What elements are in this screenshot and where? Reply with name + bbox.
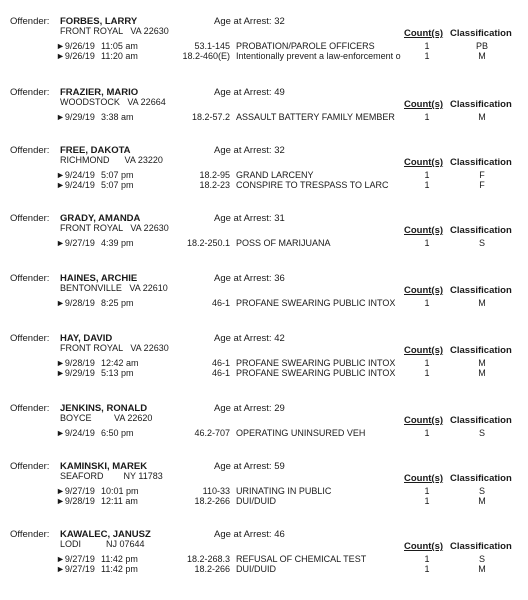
charge-classification: F [479, 180, 485, 190]
classification-header: Classification [450, 541, 512, 552]
age-at-arrest [214, 145, 285, 156]
charge-count: 1 [424, 51, 430, 61]
age-label: Age at Arrest: [214, 403, 272, 414]
age-value: 59 [274, 461, 285, 472]
charge-code: 46-1 [211, 368, 230, 378]
age-at-arrest [214, 333, 285, 344]
classification-header: Classification [450, 99, 512, 110]
charge-time: 5:13 pm [101, 368, 134, 378]
count-header: Count(s) [404, 541, 444, 552]
charge-date: ►9/27/19 [56, 486, 95, 496]
charge-count: 1 [424, 238, 430, 248]
classification-header: Classification [450, 285, 512, 296]
charge-row [0, 180, 528, 191]
charge-code: 46.2-707 [194, 428, 230, 438]
charge-classification: PB [475, 41, 488, 51]
age-value: 31 [274, 213, 285, 224]
charge-date: ►9/28/19 [56, 358, 95, 368]
offender-name: HAY, DAVID [60, 333, 113, 344]
count-header: Count(s) [404, 157, 444, 168]
charge-row [0, 51, 528, 62]
charge-description: Intentionally prevent a law-enforcement o [236, 51, 401, 61]
charge-description: DUI/DUID [236, 564, 276, 574]
charge-time: 11:42 pm [101, 554, 138, 564]
charge-classification: F [479, 170, 485, 180]
charge-description: PROFANE SWEARING PUBLIC INTOX [236, 368, 396, 378]
offender-record [0, 145, 528, 203]
charge-code: 18.2-250.1 [186, 238, 230, 248]
charge-code: 18.2-23 [199, 180, 230, 190]
count-header: Count(s) [404, 415, 444, 426]
count-header: Count(s) [404, 345, 444, 356]
age-value: 36 [274, 273, 285, 284]
age-label: Age at Arrest: [214, 87, 272, 98]
offender-address: SEAFORD NY 11783 [60, 471, 163, 481]
charge-description: CONSPIRE TO TRESPASS TO LARC [236, 180, 389, 190]
charge-time: 11:05 am [101, 41, 138, 51]
offender-label: Offender: [10, 333, 50, 344]
charge-description: GRAND LARCENY [236, 170, 314, 180]
offender-name: FREE, DAKOTA [60, 145, 131, 156]
charge-date: ►9/28/19 [56, 496, 95, 506]
offender-address: FRONT ROYAL VA 22630 [60, 343, 169, 353]
offender-record [0, 213, 528, 271]
age-at-arrest [214, 213, 285, 224]
offender-name: GRADY, AMANDA [60, 213, 141, 224]
charge-count: 1 [424, 358, 430, 368]
charge-code: 110-33 [202, 486, 230, 496]
charge-count: 1 [424, 41, 430, 51]
charge-classification: S [478, 238, 485, 248]
classification-header: Classification [450, 225, 512, 236]
charge-date: ►9/29/19 [56, 368, 95, 378]
classification-header: Classification [450, 345, 512, 356]
charge-code: 18.2-266 [194, 496, 230, 506]
charge-description: POSS OF MARIJUANA [236, 238, 331, 248]
offender-record [0, 273, 528, 331]
charge-count: 1 [424, 112, 430, 122]
age-value: 42 [274, 333, 285, 344]
offender-record [0, 461, 528, 519]
offender-label: Offender: [10, 461, 50, 472]
charge-date: ►9/27/19 [56, 554, 95, 564]
offender-label: Offender: [10, 16, 50, 27]
charge-count: 1 [424, 428, 430, 438]
offender-address: LODI NJ 07644 [60, 539, 145, 549]
age-label: Age at Arrest: [214, 16, 272, 27]
charge-date: ►9/29/19 [56, 112, 95, 122]
count-header: Count(s) [404, 285, 444, 296]
charge-date: ►9/26/19 [56, 51, 95, 61]
charge-description: PROBATION/PAROLE OFFICERS [236, 41, 375, 51]
age-at-arrest [214, 529, 285, 540]
age-label: Age at Arrest: [214, 145, 272, 156]
charge-time: 5:07 pm [101, 180, 134, 190]
offender-label: Offender: [10, 273, 50, 284]
charge-row [0, 298, 528, 309]
offender-record [0, 529, 528, 587]
charge-time: 12:42 am [101, 358, 139, 368]
offender-label: Offender: [10, 145, 50, 156]
charge-count: 1 [424, 564, 430, 574]
charge-time: 10:01 pm [101, 486, 139, 496]
charge-time: 6:50 pm [101, 428, 134, 438]
charge-description: DUI/DUID [236, 496, 276, 506]
charge-description: PROFANE SWEARING PUBLIC INTOX [236, 298, 396, 308]
offender-address: FRONT ROYAL VA 22630 [60, 223, 169, 233]
age-at-arrest [214, 87, 285, 98]
offender-label: Offender: [10, 87, 50, 98]
age-at-arrest [214, 273, 285, 284]
charge-classification: M [478, 564, 486, 574]
charge-classification: M [478, 298, 486, 308]
charge-code: 46-1 [211, 298, 230, 308]
charge-date: ►9/27/19 [56, 238, 95, 248]
charge-time: 12:11 am [101, 496, 138, 506]
charge-date: ►9/24/19 [56, 180, 95, 190]
charge-classification: S [478, 554, 485, 564]
age-value: 46 [274, 529, 285, 540]
charge-count: 1 [424, 170, 430, 180]
offender-name: JENKINS, RONALD [60, 403, 148, 414]
charge-count: 1 [424, 298, 430, 308]
age-at-arrest [214, 403, 285, 414]
offender-address: RICHMOND VA 23220 [60, 155, 163, 165]
offender-label: Offender: [10, 403, 50, 414]
charge-count: 1 [424, 368, 430, 378]
age-value: 32 [274, 145, 285, 156]
charge-code: 18.2-268.3 [186, 554, 230, 564]
charge-count: 1 [424, 496, 430, 506]
charge-date: ►9/24/19 [56, 428, 95, 438]
age-value: 29 [274, 403, 285, 414]
offender-address: WOODSTOCK VA 22664 [60, 97, 166, 107]
charge-description: PROFANE SWEARING PUBLIC INTOX [236, 358, 396, 368]
age-label: Age at Arrest: [214, 213, 272, 224]
charge-time: 11:42 pm [101, 564, 138, 574]
charge-count: 1 [424, 180, 430, 190]
charge-code: 18.2-95 [199, 170, 230, 180]
charge-description: REFUSAL OF CHEMICAL TEST [236, 554, 367, 564]
charge-row [0, 238, 528, 249]
charge-count: 1 [424, 554, 430, 564]
charge-code: 53.1-145 [194, 41, 230, 51]
charge-row [0, 564, 528, 575]
offender-record [0, 333, 528, 391]
age-value: 49 [274, 87, 285, 98]
offender-address: FRONT ROYAL VA 22630 [60, 26, 169, 36]
offender-record [0, 403, 528, 461]
charge-row [0, 368, 528, 379]
age-label: Age at Arrest: [214, 529, 272, 540]
classification-header: Classification [450, 157, 512, 168]
charge-date: ►9/28/19 [56, 298, 95, 308]
charge-description: ASSAULT BATTERY FAMILY MEMBER [236, 112, 395, 122]
charge-date: ►9/26/19 [56, 41, 95, 51]
charge-time: 5:07 pm [101, 170, 134, 180]
age-label: Age at Arrest: [214, 461, 272, 472]
charge-time: 3:38 am [101, 112, 134, 122]
age-value: 32 [274, 16, 285, 27]
charge-code: 18.2-460(E) [182, 51, 230, 61]
count-header: Count(s) [404, 225, 444, 236]
charge-count: 1 [424, 486, 430, 496]
age-at-arrest [214, 16, 285, 27]
charge-classification: M [478, 112, 486, 122]
count-header: Count(s) [404, 28, 444, 39]
age-at-arrest [214, 461, 285, 472]
offender-name: HAINES, ARCHIE [60, 273, 138, 284]
age-label: Age at Arrest: [214, 333, 272, 344]
charge-time: 8:25 pm [101, 298, 134, 308]
offender-label: Offender: [10, 529, 50, 540]
classification-header: Classification [450, 28, 512, 39]
count-header: Count(s) [404, 473, 444, 484]
offender-record [0, 87, 528, 145]
charge-time: 11:20 am [101, 51, 138, 61]
charge-date: ►9/24/19 [56, 170, 95, 180]
charge-code: 18.2-57.2 [191, 112, 230, 122]
offender-label: Offender: [10, 213, 50, 224]
charge-row [0, 112, 528, 123]
offender-name: FORBES, LARRY [60, 16, 138, 27]
charge-row [0, 496, 528, 507]
offender-name: KAWALEC, JANUSZ [60, 529, 151, 540]
charge-code: 18.2-266 [194, 564, 230, 574]
offender-name: FRAZIER, MARIO [60, 87, 139, 98]
charge-date: ►9/27/19 [56, 564, 95, 574]
charge-classification: S [478, 428, 485, 438]
count-header: Count(s) [404, 99, 444, 110]
age-label: Age at Arrest: [214, 273, 272, 284]
charge-classification: M [478, 496, 486, 506]
charge-classification: S [478, 486, 485, 496]
offender-name: KAMINSKI, MAREK [60, 461, 148, 472]
charge-code: 46-1 [211, 358, 230, 368]
charge-classification: M [478, 368, 486, 378]
offender-record [0, 16, 528, 74]
charge-time: 4:39 pm [101, 238, 134, 248]
charge-description: OPERATING UNINSURED VEH [236, 428, 366, 438]
offender-address: BENTONVILLE VA 22610 [60, 283, 168, 293]
classification-header: Classification [450, 415, 512, 426]
classification-header: Classification [450, 473, 512, 484]
charge-classification: M [478, 51, 486, 61]
charge-classification: M [478, 358, 486, 368]
offender-address: BOYCE VA 22620 [60, 413, 153, 423]
charge-row [0, 428, 528, 439]
charge-description: URINATING IN PUBLIC [236, 486, 332, 496]
